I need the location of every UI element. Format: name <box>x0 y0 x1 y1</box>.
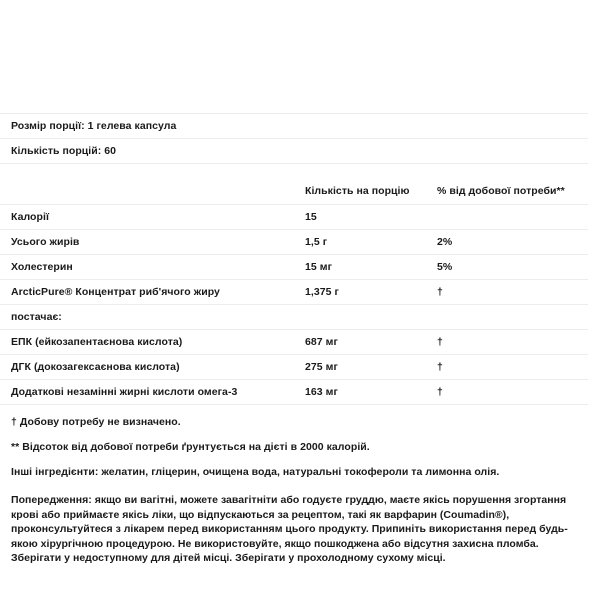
nutrient-name: Усього жирів <box>11 236 80 248</box>
nutrient-name: Калорії <box>11 211 49 223</box>
nutrient-amount <box>302 305 434 329</box>
nutrient-name: ЕПК (ейкозапентаєнова кислота) <box>11 336 183 348</box>
servings-per-container-row <box>0 139 588 164</box>
nutrient-amount: 1,5 г <box>305 236 328 248</box>
nutrient-amount: 275 мг <box>305 361 338 373</box>
table-spacer <box>0 164 588 180</box>
header-nutrient-name <box>0 179 302 204</box>
table-row <box>0 305 588 330</box>
table-row <box>0 255 588 280</box>
servings-per-container-text: Кількість порцій: 60 <box>11 145 117 157</box>
serving-size-text: Розмір порції: 1 гелева капсула <box>11 120 177 132</box>
supplement-facts-table <box>0 113 588 405</box>
table-row <box>0 380 588 405</box>
nutrient-daily-value: † <box>437 336 443 348</box>
nutrient-daily-value: 2% <box>437 236 453 248</box>
supplement-facts-panel <box>0 113 600 566</box>
footnote-dagger: † Добову потребу не визначено. <box>11 416 181 428</box>
serving-size-row <box>0 114 588 139</box>
nutrient-amount: 1,375 г <box>305 286 339 298</box>
nutrient-daily-value: 5% <box>437 261 453 273</box>
header-percent-daily-value: % від добової потреби** <box>437 185 565 197</box>
nutrient-name: постачає: <box>11 311 62 323</box>
table-row <box>0 330 588 355</box>
nutrient-name: Холестерин <box>11 261 73 273</box>
table-row <box>0 230 588 255</box>
nutrient-name: Додаткові незамінні жирні кислоти омега-3 <box>11 386 238 398</box>
table-row <box>0 205 588 230</box>
other-ingredients-text: Інші інгредієнти: желатин, гліцерин, очищена вода, натуральні токофероли та лимонна олія. <box>11 466 500 478</box>
nutrient-name: ArcticPure® Концентрат риб'ячого жиру <box>11 286 220 298</box>
header-amount-per-serving: Кількість на порцію <box>305 185 410 197</box>
footnote-double-star: ** Відсоток від добової потреби ґрунтується на дієті в 2000 калорій. <box>11 441 370 453</box>
nutrient-name: ДГК (докозагексаєнова кислота) <box>11 361 180 373</box>
nutrient-amount: 15 <box>305 211 317 223</box>
nutrient-daily-value: † <box>437 286 443 298</box>
nutrient-daily-value: † <box>437 386 443 398</box>
nutrient-daily-value <box>434 305 588 329</box>
warning-text: Попередження: якщо ви вагітні, можете завагітніти або годуєте груддю, маєте якісь порушення згортання крові або приймаєте якісь ліки, що відпускаються за рецептом, такі як варфарин (Coumadin®), проконсультуйтеся з лікарем перед використанням цього продукту. Припиніть використання перед будь-якою хірургічною процедурою. Не використовуйте, якщо пошкоджена або відсутня захисна пломба. Зберігати у недоступному для дітей місці. Зберігати у прохолодному сухому місці. <box>11 494 568 564</box>
nutrient-amount: 163 мг <box>305 386 338 398</box>
nutrient-amount: 687 мг <box>305 336 338 348</box>
table-row <box>0 355 588 380</box>
nutrient-amount: 15 мг <box>305 261 332 273</box>
table-row <box>0 280 588 305</box>
nutrient-daily-value <box>434 205 588 229</box>
footnotes-section <box>0 405 578 566</box>
table-header-row <box>0 179 588 205</box>
nutrient-daily-value: † <box>437 361 443 373</box>
